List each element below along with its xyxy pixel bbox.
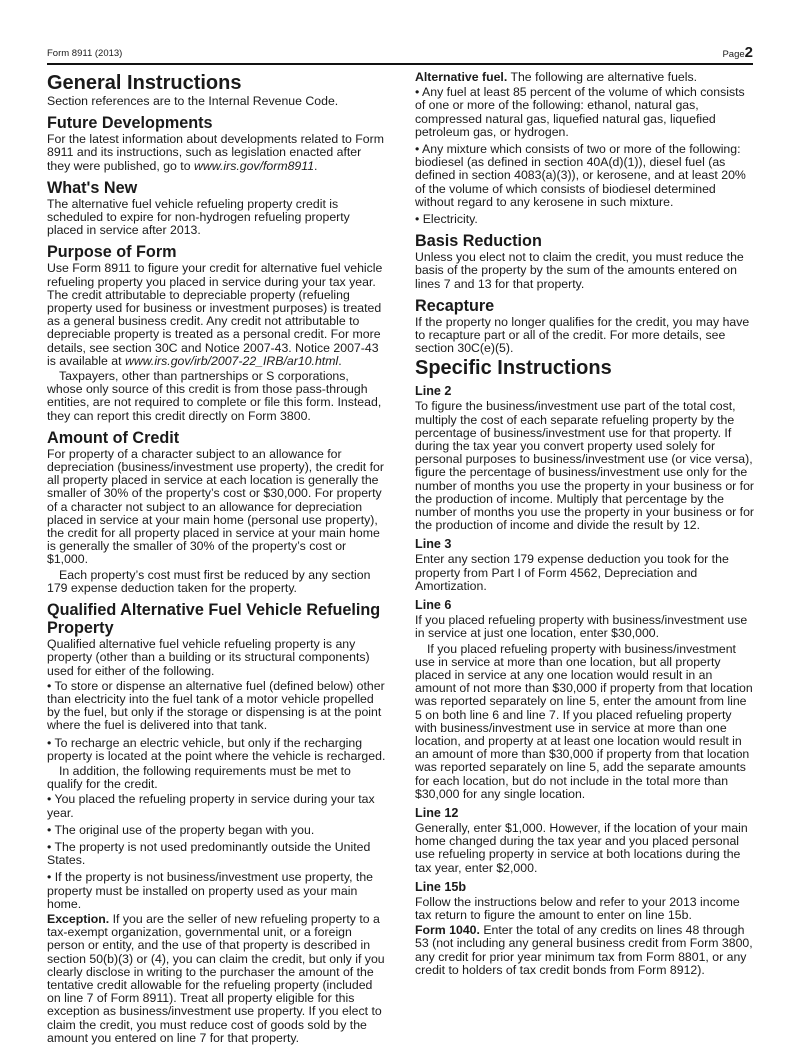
- right-column: [415, 71, 755, 979]
- paragraph: [415, 71, 755, 84]
- paragraph: [47, 638, 387, 678]
- paragraph: [47, 370, 387, 423]
- paragraph-text: If you placed refueling property with business/investment use in service at just one location, enter $30,000.: [415, 613, 748, 641]
- page-header: [47, 46, 753, 65]
- paragraph: [47, 569, 387, 595]
- paragraph-text: Section references are to the Internal Revenue Code.: [47, 94, 339, 108]
- bullet-item: [415, 86, 755, 139]
- page-number: 2: [744, 44, 753, 61]
- paragraph-text: • Electricity.: [415, 212, 478, 227]
- paragraph: [415, 251, 755, 291]
- section-heading: Basis Reduction: [415, 232, 542, 251]
- subheading: Line 6: [415, 598, 452, 613]
- paragraph: [415, 822, 755, 875]
- bullet-item: [415, 213, 755, 226]
- paragraph-text: • To store or dispense an alternative fuel (defined below) other than electricity into the fuel tank of a motor vehicle propelled by the fuel, but only if the storage or dispensing is at the point where the fuel is delivered into that tank.: [47, 678, 385, 733]
- section-heading: Amount of Credit: [47, 428, 180, 447]
- section-heading: Purpose of Form: [47, 243, 177, 262]
- paragraph: [47, 765, 387, 791]
- paragraph-text: • If the property is not business/investment use property, the property must be installed on property used as your main home.: [47, 870, 374, 911]
- subheading: Line 15b: [415, 879, 467, 894]
- left-column: [47, 72, 387, 1047]
- paragraph-text: • Any fuel at least 85 percent of the volume of which consists of one or more of the following: ethanol, natural gas, compressed natural gas, liquefied natural gas, liquefied petroleum gas, or hydrogen.: [415, 85, 745, 139]
- paragraph-text: • You placed the refueling property in service during your tax year.: [47, 792, 375, 820]
- paragraph: [47, 95, 387, 108]
- paragraph-lead: Alternative fuel.: [415, 70, 508, 84]
- paragraph: [415, 896, 755, 922]
- paragraph-text: The alternative fuel vehicle refueling property credit is scheduled to expire for non-hydrogen refueling property placed in service after 2013.: [47, 196, 350, 238]
- bullet-item: [47, 871, 387, 911]
- paragraph-text: Taxpayers, other than partnerships or S corporations, whose only source of this credit is from those pass-through entities, are not required to complete or file this form. Instead, they can report this credit directly on Form 3800.: [47, 369, 382, 423]
- paragraph: [415, 614, 755, 640]
- subheading: Line 2: [415, 384, 452, 399]
- bullet-item: [47, 793, 387, 819]
- paragraph-lead: Form 1040.: [415, 923, 480, 938]
- form-label: Form 8911 (2013): [47, 48, 123, 59]
- paragraph: [47, 448, 387, 567]
- paragraph-text: If you are the seller of new refueling property to a tax-exempt organization, governmental unit, or a foreign person or entity, and the use of that property is described in section 50(b)(3) or (4), you can claim the credit, but only if you clearly disclose in writing to the purchaser the amount of the tentative credit allowable for the refueling property (included on line 7 of Form 8911). Treat all property eligible for this exception as business/investment use property. If you elect to claim the credit, you must reduce cost of goods sold by the amount you entered on line 7 for that property.: [47, 911, 385, 1045]
- paragraph-text: • To recharge an electric vehicle, but only if the recharging property is located at the point where the vehicle is recharged.: [47, 735, 386, 763]
- paragraph-text: • Any mixture which consists of two or more of the following: biodiesel (as defined in section 40A(d)(1)), diesel fuel (as defined in section 4083(a)(3)), or kerosene, and at least 20% of the volume of which consists of biodiesel determined without regard to any kerosene in such mixture.: [415, 142, 746, 209]
- paragraph: [415, 316, 755, 356]
- paragraph: [415, 400, 755, 532]
- bullet-item: [47, 737, 387, 763]
- section-heading: Qualified Alternative Fuel Vehicle Refueling Property: [47, 601, 381, 638]
- bullet-item: [415, 143, 755, 209]
- url-link[interactable]: www.irs.gov/form8911: [193, 158, 315, 173]
- paragraph-text: The following are alternative fuels.: [507, 70, 698, 84]
- url-link[interactable]: www.irs.gov/irb/2007-22_IRB/ar10.html: [124, 353, 339, 368]
- paragraph-text: Enter any section 179 expense deduction you took for the property from Part I of Form 4562, Depreciation and Amortization.: [415, 552, 729, 593]
- paragraph-text: For property of a character subject to an allowance for depreciation (business/investment use property), the credit for all property placed in service at each location is generally the smaller of 30% of the property’s cost or $30,000. For property of a character not subject to an allowance for depreciation placed in service at your main home (personal use property), the credit for all property placed in service at your main home is generally the smaller of 30% of the property’s cost or $1,000.: [47, 446, 384, 567]
- paragraph-text-end: .: [338, 353, 342, 368]
- page-indicator: [722, 44, 753, 61]
- paragraph-lead: Exception.: [47, 911, 110, 926]
- paragraph-text: If the property no longer qualifies for the credit, you may have to recapture part or all of the credit. For more details, see section 30C(e)(5).: [415, 314, 750, 356]
- paragraph-text: Use Form 8911 to figure your credit for alternative fuel vehicle refueling property you placed in service during your tax year. The credit attributable to depreciable property (refueling property used for business or investment purposes) is treated as a general business credit. Any credit not attributable to depreciable property is treated as a personal credit. For more details, see section 30C and Notice 2007-43. Notice 2007-43 is available at: [47, 261, 383, 368]
- section-heading: Future Developments: [47, 114, 213, 133]
- section-heading: Recapture: [415, 296, 495, 315]
- paragraph-text: If you placed refueling property with business/investment use in service at more than one location, but all property placed in service at any one location would result in an amount of not more than $30,000 if property from that location was reported separately on line 5, enter the amount from line 5 on both line 6 and line 7. If you placed refueling property with business/investment use in service at more than one location, and property at at least one location would result in an amount of more than $30,000 if property from that location was reported separately on line 5, add the separate amounts for each location, but do not include in the total more than $30,000 for any single location.: [415, 641, 753, 801]
- paragraph: [415, 643, 755, 801]
- section-heading: What's New: [47, 178, 138, 197]
- subheading: Line 12: [415, 805, 459, 820]
- paragraph-text: For the latest information about developments related to Form 8911 and its instructions, such as legislation enacted after they were published, go to: [47, 132, 384, 173]
- bullet-item: [47, 680, 387, 733]
- paragraph-text: • The original use of the property began with you.: [47, 822, 315, 837]
- paragraph-text-end: .: [314, 158, 318, 173]
- paragraph-text: Qualified alternative fuel vehicle refueling property is any property (other than a building or its structural components) used for either of the following.: [47, 637, 370, 678]
- paragraph-text: Unless you elect not to claim the credit, you must reduce the basis of the property by the sum of the amounts entered on lines 7 and 13 for that property.: [415, 250, 744, 291]
- paragraph-text: In addition, the following requirements must be met to qualify for the credit.: [47, 763, 351, 792]
- bullet-item: [47, 841, 387, 867]
- paragraph-text: • The property is not used predominantly outside the United States.: [47, 839, 371, 868]
- section-heading: Specific Instructions: [415, 357, 612, 380]
- paragraph: [47, 913, 387, 1045]
- paragraph: [415, 924, 755, 977]
- section-heading: General Instructions: [47, 72, 242, 94]
- paragraph-text: To figure the business/investment use part of the total cost, multiply the cost of each separate refueling property by the percentage of business/investment use for that property. If during the tax year you convert property used solely for personal purposes to business/investment use (or vice versa), figure the percentage of business/investment use only for the number of months you use the property in your business or for the production of income. Multiply that percentage by the number of months you use the property in your business or for the production of income and divide the result by 12.: [415, 399, 755, 533]
- bullet-item: [47, 824, 387, 837]
- paragraph: [47, 262, 387, 368]
- paragraph-text: Each property’s cost must first be reduced by any section 179 expense deduction taken for the property.: [47, 567, 371, 595]
- paragraph: [47, 198, 387, 238]
- paragraph: [415, 553, 755, 593]
- page-label: Page: [722, 49, 745, 60]
- paragraph-text: Enter the total of any credits on lines 48 through 53 (not including any general business credit from Form 3800, any credit for prior year minimum tax from Form 8801, or any credit to holders of tax credit bonds from Form 8912).: [415, 923, 753, 977]
- paragraph-text: Generally, enter $1,000. However, if the location of your main home changed during the tax year and you placed personal use refueling property in service at both locations during the tax year, enter $2,000.: [415, 820, 748, 875]
- subheading: Line 3: [415, 537, 452, 552]
- paragraph-text: Follow the instructions below and refer to your 2013 income tax return to figure the amount to enter on line 15b.: [415, 894, 740, 922]
- paragraph: [47, 133, 387, 173]
